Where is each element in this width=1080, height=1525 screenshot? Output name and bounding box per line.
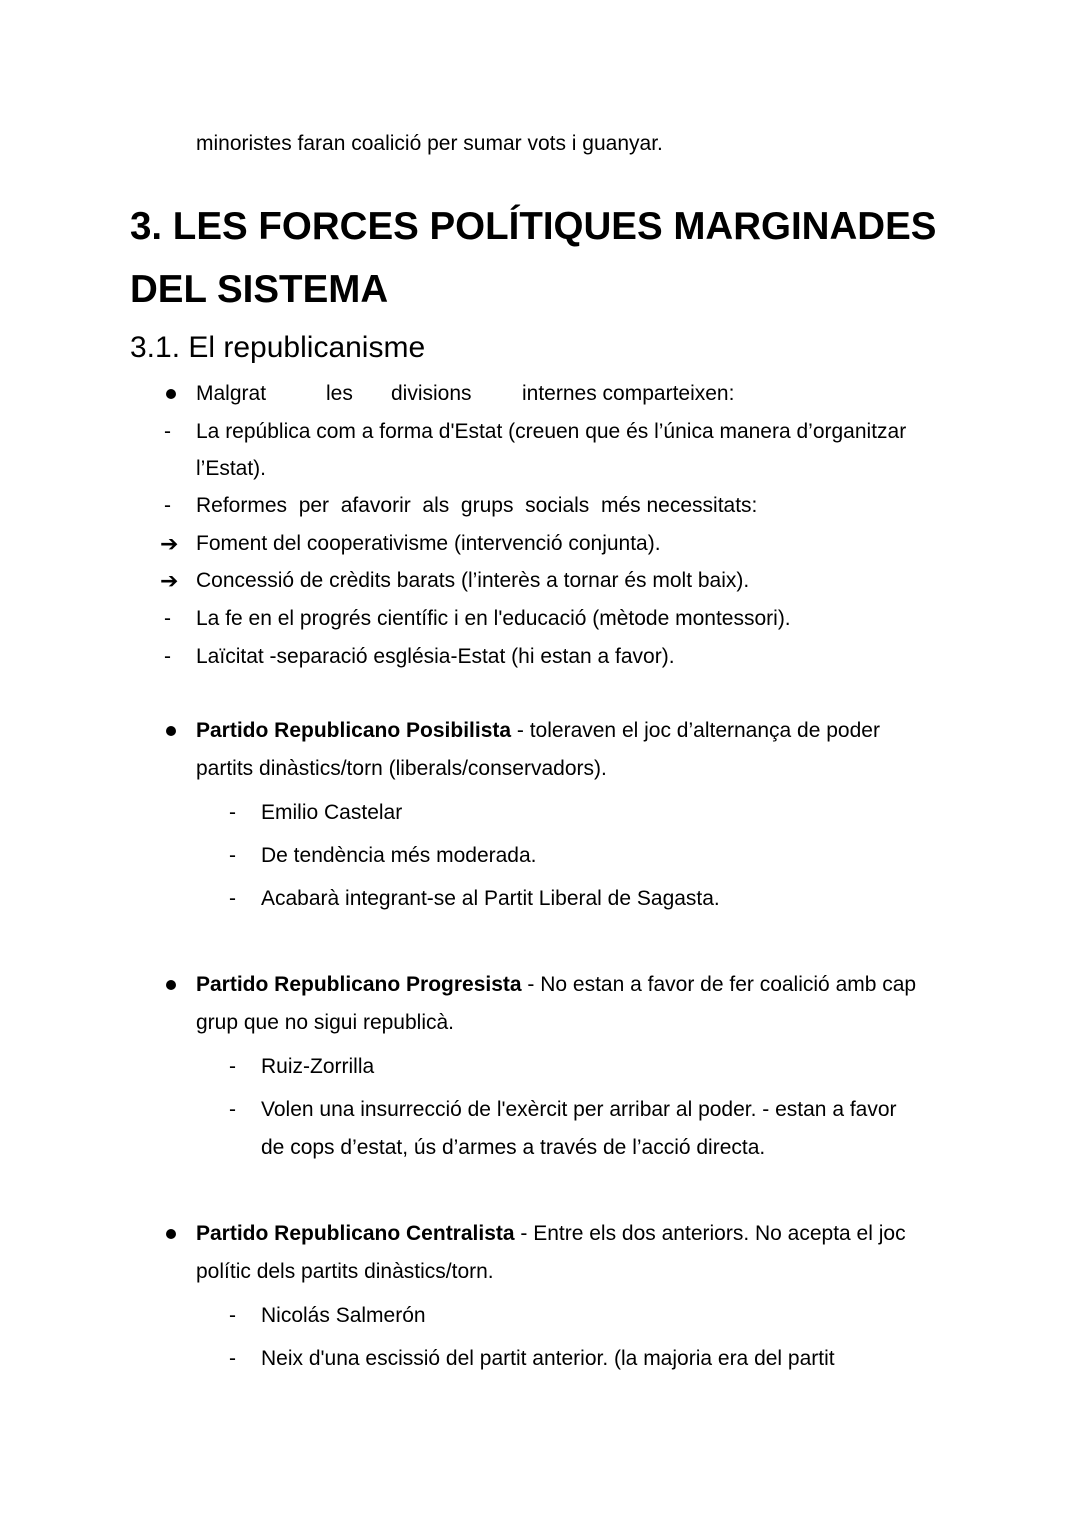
dash-marker: -: [229, 1055, 236, 1078]
section-title-line1: 3. LES FORCES POLÍTIQUES MARGINADES: [130, 205, 937, 248]
shared-item-1-line1: La república com a forma d'Estat (creuen que és l’única manera d’organitzar: [196, 420, 907, 443]
section-title-line2: DEL SISTEMA: [130, 268, 389, 311]
posibilista-leader: Emilio Castelar: [261, 801, 403, 824]
party-posibilista-line2: partits dinàstics/torn (liberals/conservadors).: [196, 757, 607, 780]
dash-marker: -: [164, 645, 171, 668]
party-posibilista-name: Partido Republicano Posibilista: [196, 719, 512, 742]
shared-item-4: Laïcitat -separació església-Estat (hi estan a favor).: [196, 645, 675, 668]
arrow-right-icon: ➔: [160, 568, 179, 593]
centralista-leader: Nicolás Salmerón: [261, 1304, 426, 1327]
progresista-leader: Ruiz-Zorrilla: [261, 1055, 375, 1078]
shared-item-2: Reformes per afavorir als grups socials més necessitats:: [196, 494, 758, 517]
dash-marker: -: [229, 1347, 236, 1370]
intro-text: minoristes faran coalició per sumar vots i guanyar.: [196, 132, 663, 155]
shared-item-1-line2: l’Estat).: [196, 457, 267, 480]
bullet-icon: [166, 1229, 176, 1239]
posibilista-point-3: Acabarà integrant-se al Partit Liberal de Sagasta.: [261, 887, 720, 910]
lead-word: Malgrat: [196, 382, 267, 405]
lead-word: divisions: [391, 382, 472, 405]
dash-marker: -: [164, 607, 171, 630]
bullet-icon: [166, 980, 176, 990]
party-progresista-line1: [196, 971, 916, 999]
bullet-icon: [166, 389, 176, 399]
party-centralista-desc: - Entre els dos anteriors. No acepta el joc: [514, 1222, 906, 1245]
arrow-right-icon: ➔: [160, 531, 179, 556]
lead-word: internes comparteixen:: [522, 382, 735, 405]
dash-marker: -: [229, 887, 236, 910]
dash-marker: -: [229, 1098, 236, 1121]
party-posibilista-desc: - toleraven el joc d’alternança de poder: [511, 719, 880, 742]
dash-marker: -: [164, 494, 171, 517]
bullet-icon: [166, 726, 176, 736]
dash-marker: -: [164, 420, 171, 443]
dash-marker: -: [229, 1304, 236, 1327]
party-progresista-name: Partido Republicano Progresista: [196, 973, 522, 996]
party-posibilista-line1: [196, 717, 880, 745]
party-centralista-name: Partido Republicano Centralista: [196, 1222, 515, 1245]
lead-word: les: [326, 382, 353, 405]
progresista-point-2-line1: Volen una insurrecció de l'exèrcit per arribar al poder. - estan a favor: [261, 1098, 897, 1121]
party-centralista-line1: [196, 1220, 906, 1248]
progresista-point-2-line2: de cops d’estat, ús d’armes a través de l’acció directa.: [261, 1136, 766, 1159]
dash-marker: -: [229, 844, 236, 867]
party-centralista-line2: polític dels partits dinàstics/torn.: [196, 1260, 494, 1283]
party-progresista-line2: grup que no sigui republicà.: [196, 1011, 455, 1034]
posibilista-point-2: De tendència més moderada.: [261, 844, 537, 867]
party-progresista-desc: - No estan a favor de fer coalició amb cap: [521, 973, 917, 996]
section-subtitle: 3.1. El republicanisme: [130, 331, 426, 364]
shared-subitem-1: Foment del cooperativisme (intervenció conjunta).: [196, 532, 661, 555]
shared-subitem-2: Concessió de crèdits barats (l’interès a tornar és molt baix).: [196, 569, 750, 592]
shared-item-3: La fe en el progrés científic i en l'educació (mètode montessori).: [196, 607, 791, 630]
dash-marker: -: [229, 801, 236, 824]
centralista-point-2: Neix d'una escissió del partit anterior. (la majoria era del partit: [261, 1347, 835, 1370]
